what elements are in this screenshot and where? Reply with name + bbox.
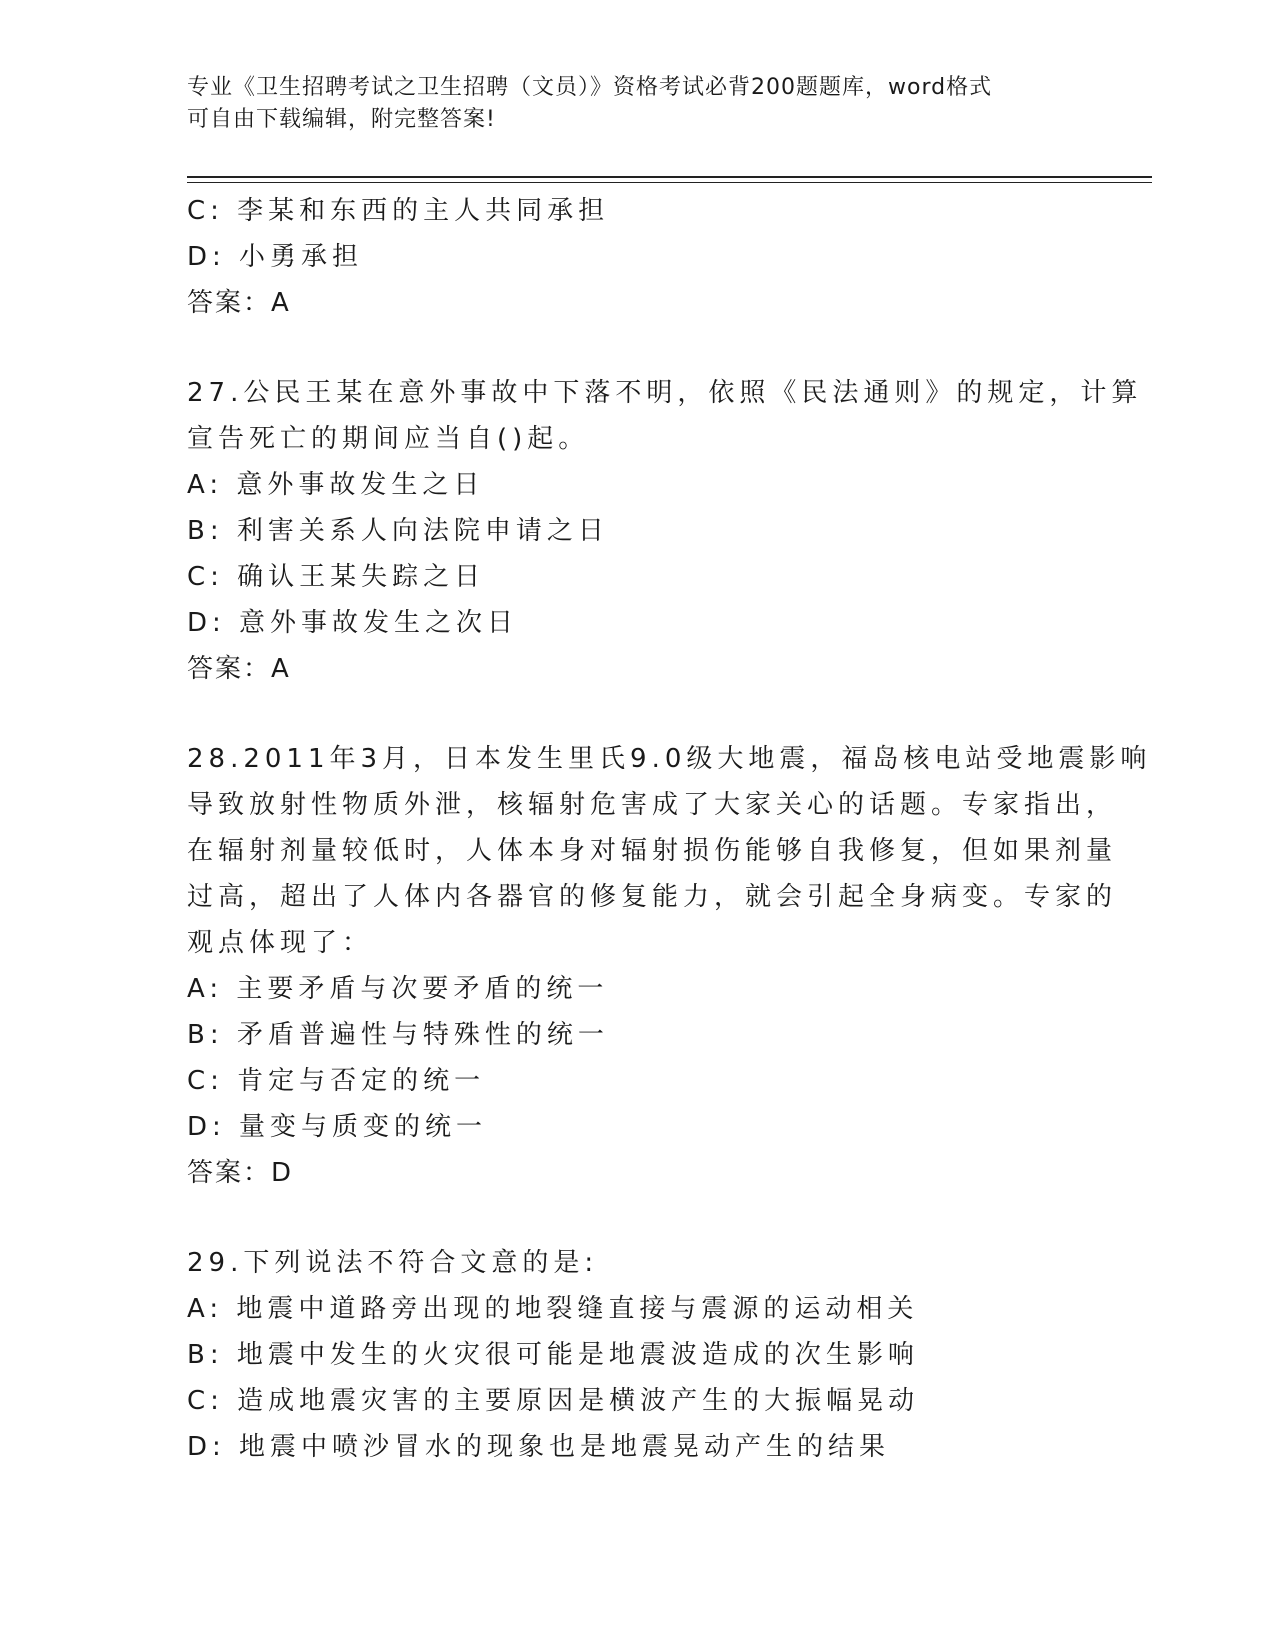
question-29 — [187, 1240, 1087, 1470]
spacer — [187, 1196, 1087, 1240]
answer: 答案：A — [187, 288, 291, 318]
option-a: A: 意外事故发生之日 — [187, 470, 485, 500]
option-b: B: 地震中发生的火灾很可能是地震波造成的次生影响 — [187, 1340, 919, 1370]
option-c: C: 造成地震灾害的主要原因是横波产生的大振幅晃动 — [187, 1386, 920, 1416]
option-a: A: 主要矛盾与次要矛盾的统一 — [187, 974, 609, 1004]
question-28 — [187, 736, 1152, 1196]
option-d: D: 量变与质变的统一 — [187, 1112, 488, 1142]
header-title-line1: 专业《卫生招聘考试之卫生招聘（文员）》资格考试必背200题题库，word格式 — [187, 75, 993, 100]
spacer — [187, 692, 1087, 736]
answer: 答案：A — [187, 654, 291, 684]
question-27 — [187, 370, 1143, 692]
option-d: D: 地震中喷沙冒水的现象也是地震晃动产生的结果 — [187, 1432, 891, 1462]
document-header — [187, 72, 1087, 136]
option-c: C: 李某和东西的主人共同承担 — [187, 196, 610, 226]
option-d: D: 意外事故发生之次日 — [187, 608, 519, 638]
question-stem: 导致放射性物质外泄，核辐射危害成了大家关心的话题。专家指出， — [187, 790, 1118, 820]
question-stem: 在辐射剂量较低时，人体本身对辐射损伤能够自我修复，但如果剂量 — [187, 836, 1118, 866]
answer: 答案：D — [187, 1158, 294, 1188]
option-b: B: 矛盾普遍性与特殊性的统一 — [187, 1020, 609, 1050]
header-title-line2: 可自由下载编辑，附完整答案! — [187, 107, 496, 132]
question-stem: 观点体现了： — [187, 928, 374, 958]
option-c: C: 肯定与否定的统一 — [187, 1066, 486, 1096]
question-stem: 宣告死亡的期间应当自()起。 — [187, 424, 590, 454]
option-b: B: 利害关系人向法院申请之日 — [187, 516, 609, 546]
option-d: D: 小勇承担 — [187, 242, 364, 272]
question-stem: 28.2011年3月，日本发生里氏9.0级大地震，福岛核电站受地震影响 — [187, 744, 1152, 774]
question-stem: 过高，超出了人体内各器官的修复能力，就会引起全身病变。专家的 — [187, 882, 1118, 912]
question-stem: 27.公民王某在意外事故中下落不明，依照《民法通则》的规定，计算 — [187, 378, 1143, 408]
spacer — [187, 326, 1087, 370]
option-c: C: 确认王某失踪之日 — [187, 562, 486, 592]
question-previous — [187, 188, 1087, 326]
option-a: A: 地震中道路旁出现的地裂缝直接与震源的运动相关 — [187, 1294, 919, 1324]
question-stem: 29.下列说法不符合文意的是: — [187, 1248, 599, 1278]
header-divider-thin — [187, 182, 1152, 183]
header-divider-thick — [187, 176, 1152, 178]
document-body — [187, 188, 1152, 1470]
